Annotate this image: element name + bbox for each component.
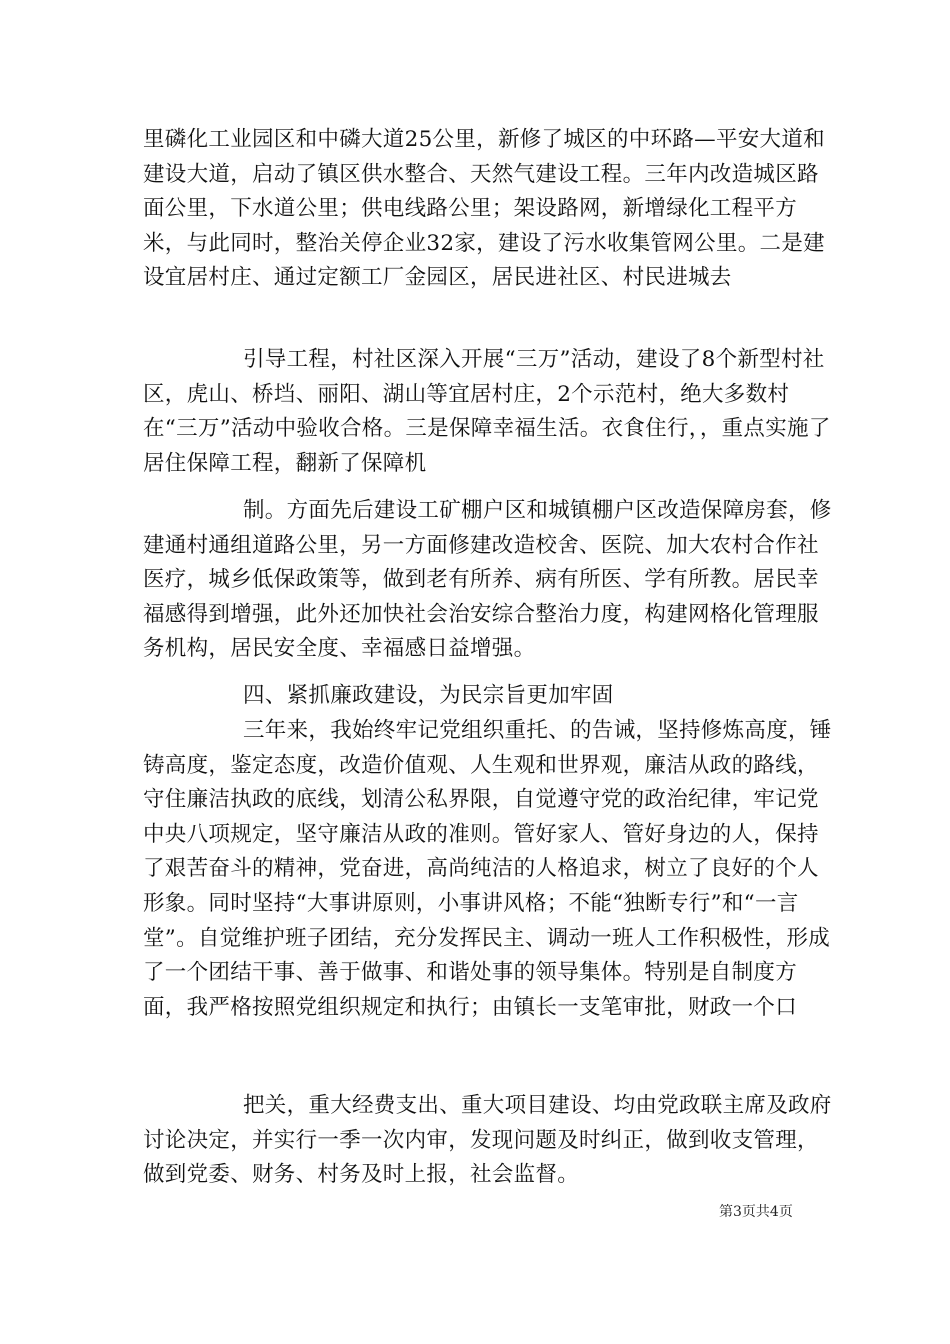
- paragraph-housing-security: 制。方面先后建设工矿棚户区和城镇棚户区改造保障房套，修建通村通组道路公里，另一方面修建改造校舍、医院、加大农村合作社医疗，城乡低保政策等，做到老有所养、病有所医、学有所教。居民幸福感得到增强，此外还加快社会治安综合整治力度，构建网格化管理服务机构，居民安全度、幸福感日益增强。: [143, 498, 832, 662]
- paragraph-village-guidance: 引导工程，村社区深入开展“三万”活动，建设了8个新型村社区，虎山、桥垱、丽阳、湖山等宜居村庄，2个示范村，绝大多数村在“三万”活动中验收合格。三是保障幸福生活。衣食住行，，重点实施了居住保障工程，翻新了保障机: [143, 347, 831, 476]
- section-heading-integrity: 四、紧抓廉政建设，为民宗旨更加牢固: [243, 683, 614, 708]
- paragraph-urban-construction: 里磷化工业园区和中磷大道25公里，新修了城区的中环路—平安大道和建设大道，启动了镇区供水整合、天然气建设工程。三年内改造城区路面公里，下水道公里；供电线路公里；架设路网，新增绿化工程平方米，与此同时，整治关停企业32家，建设了污水收集管网公里。二是建设宜居村庄、通过定额工厂金园区，居民进社区、村民进城去: [143, 127, 825, 291]
- page-number-footer: 第3页共4页: [719, 1204, 793, 1220]
- paragraph-integrity-practice: 三年来，我始终牢记党组织重托、的告诫，坚持修炼高度，锤铸高度，鉴定态度，改造价值观、人生观和世界观，廉洁从政的路线，守住廉洁执政的底线，划清公私界限，自觉遵守党的政治纪律，牢记党中央八项规定，坚守廉洁从政的准则。管好家人、管好身边的人，保持了艰苦奋斗的精神，党奋进，高尚纯洁的人格追求，树立了良好的个人形象。同时坚持“大事讲原则，小事讲风格；不能“独断专行”和“一言堂”。自觉维护班子团结，充分发挥民主、调动一班人工作积极性，形成了一个团结干事、善于做事、和谐处事的领导集体。特别是自制度方面，我严格按照党组织规定和执行；由镇长一支笔审批，财政一个口: [143, 718, 832, 1020]
- paragraph-financial-oversight: 把关，重大经费支出、重大项目建设、均由党政联主席及政府讨论决定，并实行一季一次内审，发现问题及时纠正，做到收支管理，做到党委、财务、村务及时上报，社会监督。: [143, 1093, 832, 1188]
